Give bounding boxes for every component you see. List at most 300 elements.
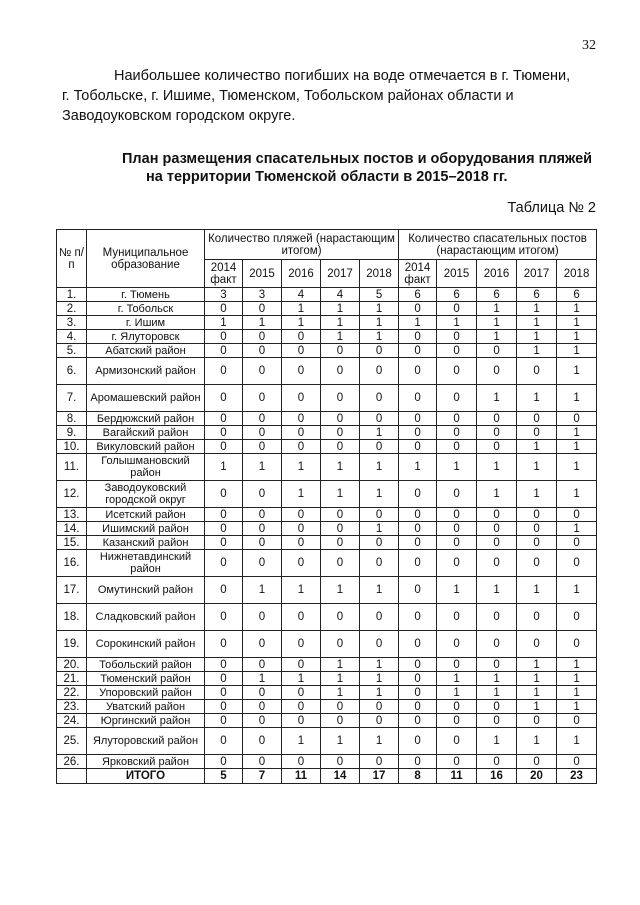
beaches-cell: 1 bbox=[321, 658, 360, 672]
posts-cell: 0 bbox=[437, 302, 477, 316]
municipality-name: Уватский район bbox=[87, 700, 205, 714]
municipality-name: Бердюжский район bbox=[87, 412, 205, 426]
posts-cell: 0 bbox=[477, 344, 517, 358]
posts-cell: 0 bbox=[437, 728, 477, 755]
beaches-cell: 0 bbox=[282, 604, 321, 631]
posts-cell: 0 bbox=[477, 755, 517, 769]
posts-cell: 1 bbox=[517, 344, 557, 358]
beaches-cell: 1 bbox=[243, 454, 282, 481]
posts-cell: 0 bbox=[477, 700, 517, 714]
municipality-name: Викуловский район bbox=[87, 440, 205, 454]
beaches-cell: 1 bbox=[360, 481, 399, 508]
beaches-cell: 0 bbox=[205, 330, 243, 344]
intro-paragraph bbox=[62, 66, 596, 126]
beaches-cell: 1 bbox=[360, 658, 399, 672]
row-number: 25. bbox=[57, 728, 87, 755]
row-number: 3. bbox=[57, 316, 87, 330]
posts-cell: 0 bbox=[399, 522, 437, 536]
beaches-cell: 1 bbox=[282, 728, 321, 755]
beaches-cell: 0 bbox=[243, 426, 282, 440]
posts-cell: 0 bbox=[477, 550, 517, 577]
total-cell: 23 bbox=[557, 769, 597, 784]
posts-cell: 0 bbox=[437, 604, 477, 631]
posts-cell: 1 bbox=[557, 302, 597, 316]
posts-cell: 0 bbox=[399, 385, 437, 412]
posts-cell: 0 bbox=[477, 631, 517, 658]
posts-cell: 0 bbox=[557, 755, 597, 769]
beaches-cell: 0 bbox=[205, 658, 243, 672]
posts-cell: 0 bbox=[437, 358, 477, 385]
beaches-cell: 0 bbox=[321, 358, 360, 385]
beaches-cell: 1 bbox=[360, 577, 399, 604]
posts-cell: 0 bbox=[399, 631, 437, 658]
beaches-cell: 0 bbox=[282, 658, 321, 672]
posts-cell: 1 bbox=[557, 481, 597, 508]
beaches-cell: 0 bbox=[360, 412, 399, 426]
posts-cell: 0 bbox=[477, 440, 517, 454]
table-row bbox=[57, 316, 597, 330]
posts-cell: 1 bbox=[557, 728, 597, 755]
beaches-cell: 0 bbox=[243, 728, 282, 755]
posts-cell: 0 bbox=[399, 658, 437, 672]
document-title bbox=[100, 150, 600, 186]
posts-cell: 1 bbox=[437, 316, 477, 330]
beaches-cell: 0 bbox=[205, 522, 243, 536]
data-table bbox=[56, 229, 597, 784]
header-year: 2014 факт bbox=[399, 260, 437, 288]
posts-cell: 1 bbox=[517, 481, 557, 508]
municipality-name: Тобольский район bbox=[87, 658, 205, 672]
beaches-cell: 0 bbox=[282, 508, 321, 522]
beaches-cell: 0 bbox=[205, 755, 243, 769]
posts-cell: 0 bbox=[399, 604, 437, 631]
beaches-cell: 0 bbox=[205, 440, 243, 454]
row-number: 23. bbox=[57, 700, 87, 714]
posts-cell: 0 bbox=[517, 631, 557, 658]
beaches-cell: 1 bbox=[282, 454, 321, 481]
beaches-cell: 0 bbox=[321, 604, 360, 631]
posts-cell: 6 bbox=[399, 288, 437, 302]
beaches-cell: 0 bbox=[205, 536, 243, 550]
posts-cell: 0 bbox=[557, 714, 597, 728]
beaches-cell: 0 bbox=[360, 344, 399, 358]
beaches-cell: 1 bbox=[321, 302, 360, 316]
beaches-cell: 0 bbox=[282, 522, 321, 536]
header-year: 2014 факт bbox=[205, 260, 243, 288]
beaches-cell: 1 bbox=[243, 577, 282, 604]
total-row bbox=[57, 769, 597, 784]
beaches-cell: 1 bbox=[282, 672, 321, 686]
posts-cell: 1 bbox=[517, 316, 557, 330]
posts-cell: 1 bbox=[517, 700, 557, 714]
posts-cell: 1 bbox=[477, 728, 517, 755]
beaches-cell: 0 bbox=[282, 344, 321, 358]
posts-cell: 0 bbox=[399, 672, 437, 686]
row-number: 12. bbox=[57, 481, 87, 508]
posts-cell: 1 bbox=[437, 577, 477, 604]
header-year: 2016 bbox=[282, 260, 321, 288]
beaches-cell: 0 bbox=[243, 755, 282, 769]
total-cell: 11 bbox=[282, 769, 321, 784]
table-row bbox=[57, 536, 597, 550]
row-number: 20. bbox=[57, 658, 87, 672]
beaches-cell: 0 bbox=[321, 385, 360, 412]
beaches-cell: 0 bbox=[205, 302, 243, 316]
beaches-cell: 0 bbox=[243, 440, 282, 454]
beaches-cell: 0 bbox=[243, 358, 282, 385]
beaches-cell: 0 bbox=[282, 426, 321, 440]
beaches-cell: 0 bbox=[243, 330, 282, 344]
posts-cell: 0 bbox=[517, 426, 557, 440]
posts-cell: 0 bbox=[399, 344, 437, 358]
municipality-name: Омутинский район bbox=[87, 577, 205, 604]
row-number: 24. bbox=[57, 714, 87, 728]
beaches-cell: 0 bbox=[321, 700, 360, 714]
posts-cell: 1 bbox=[399, 316, 437, 330]
row-number: 13. bbox=[57, 508, 87, 522]
total-num-cell bbox=[57, 769, 87, 784]
beaches-cell: 1 bbox=[243, 672, 282, 686]
beaches-cell: 0 bbox=[243, 658, 282, 672]
row-number: 15. bbox=[57, 536, 87, 550]
posts-cell: 6 bbox=[557, 288, 597, 302]
header-year: 2016 bbox=[477, 260, 517, 288]
municipality-name: Ялуторовский район bbox=[87, 728, 205, 755]
beaches-cell: 5 bbox=[360, 288, 399, 302]
total-cell: 20 bbox=[517, 769, 557, 784]
beaches-cell: 0 bbox=[321, 344, 360, 358]
beaches-cell: 0 bbox=[205, 344, 243, 358]
posts-cell: 0 bbox=[399, 426, 437, 440]
posts-cell: 0 bbox=[557, 508, 597, 522]
header-posts: Количество спасательных постов (нарастающим итогом) bbox=[399, 230, 597, 260]
posts-cell: 0 bbox=[477, 714, 517, 728]
posts-cell: 1 bbox=[477, 302, 517, 316]
posts-cell: 1 bbox=[517, 385, 557, 412]
beaches-cell: 0 bbox=[321, 426, 360, 440]
posts-cell: 0 bbox=[399, 714, 437, 728]
row-number: 9. bbox=[57, 426, 87, 440]
beaches-cell: 1 bbox=[360, 522, 399, 536]
beaches-cell: 0 bbox=[321, 508, 360, 522]
intro-line: Наибольшее количество погибших на воде отмечается в г. Тюмени, bbox=[114, 68, 571, 84]
municipality-name: г. Ялуторовск bbox=[87, 330, 205, 344]
posts-cell: 0 bbox=[399, 755, 437, 769]
table-row bbox=[57, 522, 597, 536]
municipality-name: Голышмановский район bbox=[87, 454, 205, 481]
posts-cell: 0 bbox=[477, 522, 517, 536]
municipality-name: Ишимский район bbox=[87, 522, 205, 536]
table-body bbox=[57, 288, 597, 769]
table-row bbox=[57, 728, 597, 755]
beaches-cell: 0 bbox=[321, 631, 360, 658]
title-line: План размещения спасательных постов и оборудования пляжей bbox=[122, 151, 593, 167]
municipality-name: Аромашевский район bbox=[87, 385, 205, 412]
table-row bbox=[57, 700, 597, 714]
beaches-cell: 1 bbox=[282, 577, 321, 604]
posts-cell: 0 bbox=[477, 412, 517, 426]
posts-cell: 1 bbox=[517, 302, 557, 316]
municipality-name: Сорокинский район bbox=[87, 631, 205, 658]
municipality-name: Сладковский район bbox=[87, 604, 205, 631]
table-row bbox=[57, 686, 597, 700]
beaches-cell: 0 bbox=[205, 604, 243, 631]
posts-cell: 1 bbox=[477, 686, 517, 700]
posts-cell: 1 bbox=[557, 577, 597, 604]
beaches-cell: 1 bbox=[360, 686, 399, 700]
beaches-cell: 0 bbox=[205, 728, 243, 755]
beaches-cell: 0 bbox=[205, 412, 243, 426]
posts-cell: 1 bbox=[557, 330, 597, 344]
beaches-cell: 0 bbox=[282, 358, 321, 385]
beaches-cell: 0 bbox=[205, 631, 243, 658]
beaches-cell: 1 bbox=[360, 302, 399, 316]
table-row bbox=[57, 330, 597, 344]
posts-cell: 0 bbox=[437, 426, 477, 440]
posts-cell: 1 bbox=[477, 316, 517, 330]
intro-line: Заводоуковском городском округе. bbox=[62, 108, 296, 124]
posts-cell: 1 bbox=[477, 454, 517, 481]
title-line: на территории Тюменской области в 2015–2018 гг. bbox=[146, 169, 508, 185]
beaches-cell: 0 bbox=[205, 686, 243, 700]
beaches-cell: 1 bbox=[360, 330, 399, 344]
posts-cell: 0 bbox=[399, 330, 437, 344]
beaches-cell: 0 bbox=[282, 714, 321, 728]
municipality-name: Юргинский район bbox=[87, 714, 205, 728]
posts-cell: 0 bbox=[437, 536, 477, 550]
posts-cell: 1 bbox=[557, 672, 597, 686]
beaches-cell: 1 bbox=[243, 316, 282, 330]
beaches-cell: 0 bbox=[243, 686, 282, 700]
table-row bbox=[57, 454, 597, 481]
posts-cell: 1 bbox=[517, 728, 557, 755]
beaches-cell: 1 bbox=[282, 302, 321, 316]
posts-cell: 0 bbox=[477, 604, 517, 631]
table-row bbox=[57, 604, 597, 631]
beaches-cell: 0 bbox=[282, 536, 321, 550]
municipality-name: Заводоуковский городской округ bbox=[87, 481, 205, 508]
table-label: Таблица № 2 bbox=[507, 200, 596, 216]
posts-cell: 1 bbox=[517, 454, 557, 481]
beaches-cell: 0 bbox=[282, 631, 321, 658]
posts-cell: 0 bbox=[517, 755, 557, 769]
beaches-cell: 1 bbox=[282, 316, 321, 330]
row-number: 11. bbox=[57, 454, 87, 481]
table-row bbox=[57, 672, 597, 686]
beaches-cell: 0 bbox=[205, 550, 243, 577]
total-cell: 17 bbox=[360, 769, 399, 784]
posts-cell: 1 bbox=[477, 481, 517, 508]
posts-cell: 0 bbox=[437, 714, 477, 728]
row-number: 14. bbox=[57, 522, 87, 536]
beaches-cell: 0 bbox=[360, 440, 399, 454]
posts-cell: 0 bbox=[437, 550, 477, 577]
table-row bbox=[57, 755, 597, 769]
posts-cell: 1 bbox=[437, 672, 477, 686]
row-number: 10. bbox=[57, 440, 87, 454]
header-year: 2018 bbox=[557, 260, 597, 288]
table-row bbox=[57, 440, 597, 454]
beaches-cell: 3 bbox=[205, 288, 243, 302]
beaches-cell: 0 bbox=[321, 550, 360, 577]
beaches-cell: 0 bbox=[243, 536, 282, 550]
beaches-cell: 1 bbox=[205, 316, 243, 330]
posts-cell: 1 bbox=[517, 658, 557, 672]
beaches-cell: 0 bbox=[282, 755, 321, 769]
beaches-cell: 4 bbox=[321, 288, 360, 302]
beaches-cell: 0 bbox=[321, 714, 360, 728]
beaches-cell: 0 bbox=[321, 522, 360, 536]
posts-cell: 1 bbox=[557, 358, 597, 385]
posts-cell: 1 bbox=[557, 440, 597, 454]
posts-cell: 0 bbox=[437, 385, 477, 412]
posts-cell: 0 bbox=[557, 631, 597, 658]
posts-cell: 6 bbox=[437, 288, 477, 302]
beaches-cell: 0 bbox=[282, 700, 321, 714]
beaches-cell: 1 bbox=[360, 672, 399, 686]
beaches-cell: 0 bbox=[205, 714, 243, 728]
beaches-cell: 1 bbox=[360, 426, 399, 440]
page-number: 32 bbox=[582, 38, 596, 53]
row-number: 18. bbox=[57, 604, 87, 631]
row-number: 6. bbox=[57, 358, 87, 385]
beaches-cell: 0 bbox=[205, 672, 243, 686]
total-cell: 14 bbox=[321, 769, 360, 784]
beaches-cell: 0 bbox=[205, 508, 243, 522]
posts-cell: 0 bbox=[477, 426, 517, 440]
header-year: 2015 bbox=[437, 260, 477, 288]
beaches-cell: 0 bbox=[360, 508, 399, 522]
table-row bbox=[57, 577, 597, 604]
posts-cell: 0 bbox=[517, 522, 557, 536]
beaches-cell: 0 bbox=[321, 536, 360, 550]
posts-cell: 0 bbox=[437, 755, 477, 769]
municipality-name: Абатский район bbox=[87, 344, 205, 358]
row-number: 8. bbox=[57, 412, 87, 426]
beaches-cell: 4 bbox=[282, 288, 321, 302]
header-municipality: Муниципальное образование bbox=[87, 230, 205, 288]
posts-cell: 0 bbox=[477, 508, 517, 522]
posts-cell: 0 bbox=[399, 358, 437, 385]
beaches-cell: 0 bbox=[243, 550, 282, 577]
posts-cell: 0 bbox=[517, 604, 557, 631]
beaches-cell: 1 bbox=[321, 577, 360, 604]
total-label: ИТОГО bbox=[87, 769, 205, 784]
beaches-cell: 1 bbox=[282, 481, 321, 508]
beaches-cell: 1 bbox=[321, 316, 360, 330]
posts-cell: 0 bbox=[437, 440, 477, 454]
header-year: 2017 bbox=[321, 260, 360, 288]
posts-cell: 0 bbox=[517, 714, 557, 728]
municipality-name: Вагайский район bbox=[87, 426, 205, 440]
beaches-cell: 0 bbox=[360, 604, 399, 631]
table-row bbox=[57, 358, 597, 385]
posts-cell: 0 bbox=[437, 522, 477, 536]
posts-cell: 1 bbox=[557, 686, 597, 700]
beaches-cell: 0 bbox=[243, 631, 282, 658]
beaches-cell: 0 bbox=[321, 755, 360, 769]
row-number: 17. bbox=[57, 577, 87, 604]
posts-cell: 1 bbox=[437, 454, 477, 481]
beaches-cell: 0 bbox=[360, 631, 399, 658]
posts-cell: 1 bbox=[557, 658, 597, 672]
total-cell: 5 bbox=[205, 769, 243, 784]
posts-cell: 1 bbox=[477, 330, 517, 344]
beaches-cell: 0 bbox=[282, 550, 321, 577]
row-number: 26. bbox=[57, 755, 87, 769]
posts-cell: 0 bbox=[557, 412, 597, 426]
posts-cell: 1 bbox=[437, 686, 477, 700]
posts-cell: 0 bbox=[399, 412, 437, 426]
table-row bbox=[57, 426, 597, 440]
table-row bbox=[57, 344, 597, 358]
posts-cell: 1 bbox=[557, 344, 597, 358]
beaches-cell: 0 bbox=[205, 358, 243, 385]
municipality-name: Ярковский район bbox=[87, 755, 205, 769]
posts-cell: 6 bbox=[477, 288, 517, 302]
total-cell: 7 bbox=[243, 769, 282, 784]
municipality-name: г. Ишим bbox=[87, 316, 205, 330]
posts-cell: 0 bbox=[517, 536, 557, 550]
posts-cell: 0 bbox=[399, 302, 437, 316]
row-number: 5. bbox=[57, 344, 87, 358]
header-year: 2018 bbox=[360, 260, 399, 288]
posts-cell: 0 bbox=[477, 536, 517, 550]
table-row bbox=[57, 508, 597, 522]
posts-cell: 1 bbox=[517, 686, 557, 700]
municipality-name: Армизонский район bbox=[87, 358, 205, 385]
posts-cell: 0 bbox=[437, 631, 477, 658]
header-num: № п/п bbox=[57, 230, 87, 288]
beaches-cell: 1 bbox=[321, 481, 360, 508]
beaches-cell: 0 bbox=[282, 385, 321, 412]
beaches-cell: 0 bbox=[360, 714, 399, 728]
beaches-cell: 0 bbox=[243, 344, 282, 358]
table-row bbox=[57, 385, 597, 412]
posts-cell: 0 bbox=[517, 358, 557, 385]
beaches-cell: 0 bbox=[360, 700, 399, 714]
posts-cell: 0 bbox=[399, 536, 437, 550]
municipality-name: Нижнетавдинский район bbox=[87, 550, 205, 577]
table-row bbox=[57, 658, 597, 672]
posts-cell: 0 bbox=[437, 330, 477, 344]
posts-cell: 1 bbox=[517, 672, 557, 686]
posts-cell: 0 bbox=[517, 412, 557, 426]
posts-cell: 0 bbox=[437, 658, 477, 672]
beaches-cell: 0 bbox=[321, 440, 360, 454]
municipality-name: Казанский район bbox=[87, 536, 205, 550]
posts-cell: 0 bbox=[437, 508, 477, 522]
posts-cell: 1 bbox=[557, 426, 597, 440]
municipality-name: Упоровский район bbox=[87, 686, 205, 700]
beaches-cell: 0 bbox=[205, 481, 243, 508]
beaches-cell: 0 bbox=[243, 302, 282, 316]
beaches-cell: 0 bbox=[243, 700, 282, 714]
beaches-cell: 0 bbox=[282, 412, 321, 426]
header-year: 2015 bbox=[243, 260, 282, 288]
posts-cell: 0 bbox=[399, 481, 437, 508]
beaches-cell: 1 bbox=[321, 728, 360, 755]
beaches-cell: 0 bbox=[360, 755, 399, 769]
posts-cell: 0 bbox=[557, 536, 597, 550]
posts-cell: 1 bbox=[399, 454, 437, 481]
posts-cell: 0 bbox=[557, 604, 597, 631]
posts-cell: 0 bbox=[437, 481, 477, 508]
beaches-cell: 1 bbox=[360, 454, 399, 481]
posts-cell: 1 bbox=[557, 522, 597, 536]
posts-cell: 0 bbox=[399, 728, 437, 755]
posts-cell: 0 bbox=[517, 508, 557, 522]
